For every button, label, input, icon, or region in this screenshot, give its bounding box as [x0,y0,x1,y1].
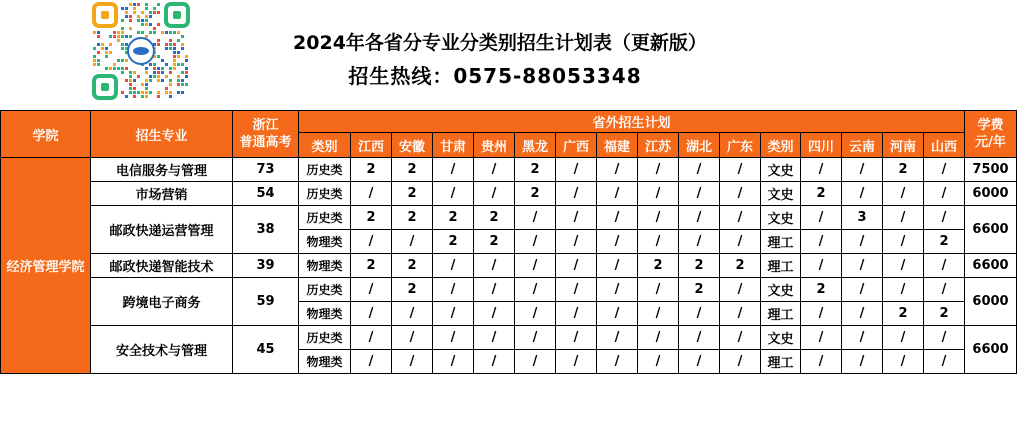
plan-count-cell: / [433,302,474,326]
plan-count-cell: / [801,254,842,278]
plan-count-cell: / [842,158,883,182]
province-header: 江西 [351,133,392,158]
plan-count-cell: 2 [474,230,515,254]
category2-cell: 文史 [761,182,801,206]
zhejiang-count-cell: 73 [233,158,299,182]
page-header [0,0,1017,110]
plan-count-cell: 2 [392,182,433,206]
plan-count-cell: / [842,302,883,326]
plan-count-cell: 2 [801,182,842,206]
plan-count-cell: / [474,326,515,350]
plan-count-cell: / [638,302,679,326]
plan-count-cell: 2 [801,278,842,302]
province-header: 福建 [597,133,638,158]
plan-count-cell: / [924,350,965,374]
plan-count-cell: / [351,326,392,350]
plan-count-cell: / [842,182,883,206]
plan-count-cell: / [924,326,965,350]
plan-count-cell: / [801,158,842,182]
province-header: 湖北 [679,133,720,158]
col-header-category-2: 类别 [761,133,801,158]
plan-count-cell: / [679,350,720,374]
zhejiang-count-cell: 38 [233,206,299,254]
plan-count-cell: 2 [392,278,433,302]
plan-count-cell: / [883,182,924,206]
major-cell: 安全技术与管理 [91,326,233,374]
zhejiang-count-cell: 54 [233,182,299,206]
zhejiang-count-cell: 45 [233,326,299,374]
page-title: 2024年各省分专业分类别招生计划表（更新版） [293,32,707,54]
plan-count-cell: 2 [515,158,556,182]
category-cell: 物理类 [299,350,351,374]
plan-count-cell: / [474,158,515,182]
fee-cell: 6000 [965,182,1017,206]
plan-count-cell: / [924,278,965,302]
category2-cell: 文史 [761,206,801,230]
plan-count-cell: 2 [515,182,556,206]
plan-count-cell: 2 [392,158,433,182]
plan-count-cell: 3 [842,206,883,230]
fee-header-text: 学费 元/年 [975,118,1006,150]
plan-count-cell: / [392,326,433,350]
province-header: 黑龙 [515,133,556,158]
plan-count-cell: 2 [679,278,720,302]
table-row [1,326,1017,350]
col-header-out-of-province: 省外招生计划 [299,111,965,133]
plan-count-cell: / [474,182,515,206]
category-cell: 历史类 [299,326,351,350]
plan-count-cell: / [720,182,761,206]
category-cell: 历史类 [299,182,351,206]
plan-count-cell: / [433,326,474,350]
plan-count-cell: 2 [351,158,392,182]
plan-count-cell: 2 [433,230,474,254]
plan-count-cell: / [597,254,638,278]
major-cell: 市场营销 [91,182,233,206]
plan-count-cell: / [351,302,392,326]
category2-cell: 文史 [761,326,801,350]
plan-count-cell: / [842,326,883,350]
plan-count-cell: / [638,278,679,302]
category-cell: 历史类 [299,278,351,302]
plan-count-cell: / [638,350,679,374]
plan-count-cell: / [556,158,597,182]
plan-count-cell: / [392,230,433,254]
plan-count-cell: 2 [351,206,392,230]
category-cell: 物理类 [299,230,351,254]
plan-count-cell: / [679,158,720,182]
plan-count-cell: / [801,206,842,230]
plan-count-cell: / [433,182,474,206]
plan-count-cell: / [515,302,556,326]
category2-cell: 理工 [761,350,801,374]
plan-count-cell: / [842,230,883,254]
category-cell: 历史类 [299,158,351,182]
province-header: 广西 [556,133,597,158]
college-cell: 经济管理学院 [1,158,91,374]
plan-count-cell: / [515,230,556,254]
plan-count-cell: / [842,350,883,374]
plan-count-cell: / [474,278,515,302]
province-header: 云南 [842,133,883,158]
table-row [1,278,1017,302]
col-header-zhejiang [233,111,299,158]
plan-count-cell: / [351,350,392,374]
province-header: 广东 [720,133,761,158]
province-header: 甘肃 [433,133,474,158]
enrollment-plan-table [0,110,1017,374]
plan-count-cell: / [351,230,392,254]
plan-count-cell: / [924,254,965,278]
plan-count-cell: / [720,158,761,182]
fee-cell: 7500 [965,158,1017,182]
plan-count-cell: / [679,230,720,254]
province-header: 江苏 [638,133,679,158]
plan-count-cell: / [515,350,556,374]
plan-count-cell: / [597,182,638,206]
plan-count-cell: / [351,278,392,302]
major-cell: 邮政快递智能技术 [91,254,233,278]
table-row [1,254,1017,278]
col-header-category: 类别 [299,133,351,158]
plan-count-cell: / [883,230,924,254]
plan-count-cell: / [801,350,842,374]
major-cell: 电信服务与管理 [91,158,233,182]
province-header: 河南 [883,133,924,158]
table-row [1,206,1017,230]
plan-count-cell: / [556,182,597,206]
plan-count-cell: 2 [883,158,924,182]
table-row [1,158,1017,182]
plan-count-cell: / [638,182,679,206]
category-cell: 物理类 [299,302,351,326]
plan-count-cell: / [474,350,515,374]
plan-count-cell: / [679,182,720,206]
plan-count-cell: / [924,158,965,182]
qr-code-icon[interactable] [92,2,190,100]
plan-count-cell: / [720,206,761,230]
province-header: 安徽 [392,133,433,158]
plan-count-cell: / [597,206,638,230]
plan-count-cell: / [597,158,638,182]
zhejiang-count-cell: 59 [233,278,299,326]
plan-count-cell: / [556,206,597,230]
plan-count-cell: / [597,278,638,302]
plan-count-cell: / [433,254,474,278]
zj-header-text: 浙江 普通高考 [239,118,292,150]
plan-count-cell: / [597,302,638,326]
plan-count-cell: 2 [392,254,433,278]
plan-count-cell: / [720,302,761,326]
plan-count-cell: / [433,278,474,302]
fee-cell: 6600 [965,254,1017,278]
plan-count-cell: / [842,278,883,302]
plan-count-cell: / [679,206,720,230]
plan-count-cell: / [638,206,679,230]
plan-count-cell: 2 [720,254,761,278]
plan-count-cell: / [842,254,883,278]
plan-count-cell: / [883,326,924,350]
plan-count-cell: 2 [638,254,679,278]
plan-count-cell: / [679,302,720,326]
category2-cell: 文史 [761,158,801,182]
plan-count-cell: 2 [883,302,924,326]
plan-count-cell: / [433,158,474,182]
plan-count-cell: / [515,206,556,230]
plan-count-cell: / [392,350,433,374]
plan-count-cell: / [597,230,638,254]
category2-cell: 理工 [761,230,801,254]
category2-cell: 理工 [761,254,801,278]
col-header-major: 招生专业 [91,111,233,158]
plan-count-cell: / [883,278,924,302]
fee-cell: 6000 [965,278,1017,326]
plan-count-cell: 2 [433,206,474,230]
plan-count-cell: / [474,302,515,326]
province-header: 贵州 [474,133,515,158]
plan-count-cell: / [801,230,842,254]
plan-count-cell: 2 [474,206,515,230]
plan-count-cell: / [638,326,679,350]
major-cell: 跨境电子商务 [91,278,233,326]
plan-count-cell: / [720,350,761,374]
plan-count-cell: / [515,278,556,302]
plan-count-cell: 2 [351,254,392,278]
plan-count-cell: / [515,326,556,350]
plan-count-cell: / [924,206,965,230]
col-header-fee [965,111,1017,158]
major-cell: 邮政快递运营管理 [91,206,233,254]
plan-count-cell: 2 [924,230,965,254]
plan-count-cell: / [597,350,638,374]
plan-count-cell: / [556,326,597,350]
plan-count-cell: / [883,254,924,278]
plan-count-cell: / [801,302,842,326]
col-header-college: 学院 [1,111,91,158]
plan-count-cell: / [924,182,965,206]
province-header: 山西 [924,133,965,158]
plan-count-cell: / [351,182,392,206]
plan-count-cell: / [801,326,842,350]
plan-count-cell: / [679,326,720,350]
plan-count-cell: / [883,206,924,230]
fee-cell: 6600 [965,206,1017,254]
plan-count-cell: / [515,254,556,278]
province-header: 四川 [801,133,842,158]
zhejiang-count-cell: 39 [233,254,299,278]
category2-cell: 文史 [761,278,801,302]
plan-count-cell: / [638,158,679,182]
plan-count-cell: 2 [679,254,720,278]
table-row [1,182,1017,206]
plan-count-cell: / [556,254,597,278]
plan-count-cell: / [556,278,597,302]
plan-count-cell: / [392,302,433,326]
plan-count-cell: / [433,350,474,374]
plan-count-cell: / [556,302,597,326]
plan-count-cell: 2 [392,206,433,230]
plan-count-cell: / [883,350,924,374]
category-cell: 物理类 [299,254,351,278]
fee-cell: 6600 [965,326,1017,374]
plan-count-cell: / [720,326,761,350]
category-cell: 历史类 [299,206,351,230]
plan-count-cell: / [638,230,679,254]
plan-count-cell: / [720,230,761,254]
plan-count-cell: / [720,278,761,302]
admission-hotline: 招生热线：0575-88053348 [348,64,642,88]
plan-count-cell: / [597,326,638,350]
category2-cell: 理工 [761,302,801,326]
plan-count-cell: / [556,230,597,254]
plan-count-cell: / [556,350,597,374]
plan-count-cell: 2 [924,302,965,326]
plan-count-cell: / [474,254,515,278]
